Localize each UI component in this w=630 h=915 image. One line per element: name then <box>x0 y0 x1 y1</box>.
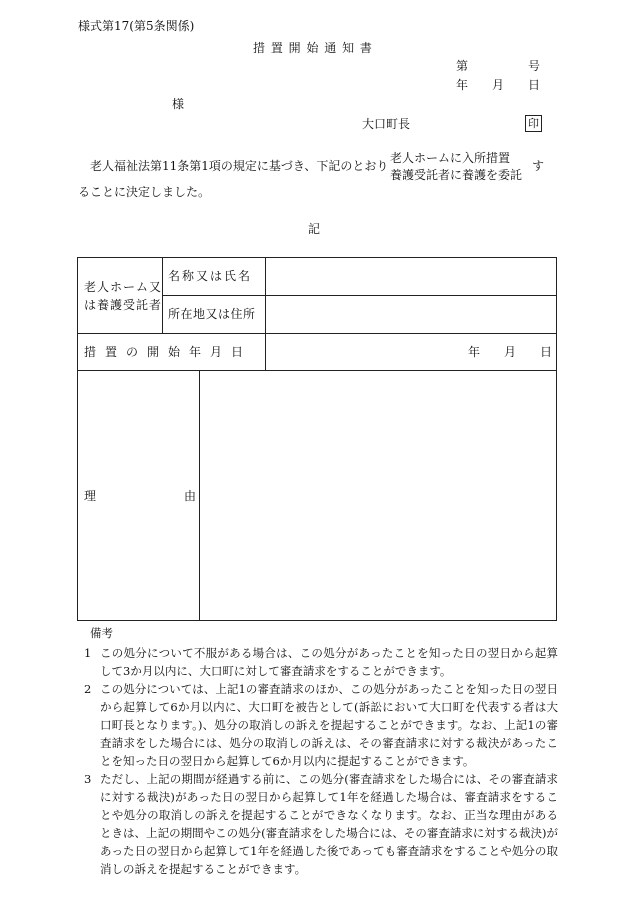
note-number: 2 <box>84 682 92 696</box>
notes-section <box>78 624 558 878</box>
note-item <box>78 644 558 680</box>
form-id: 様式第17(第5条関係) <box>78 19 195 33</box>
note-item <box>78 680 558 770</box>
note-text: ただし、上記の期間が経過する前に、この処分(審査請求をした場合には、その審査請求に対する裁決)があった日の翌日から起算して1年を経過した場合は、審査請求をすることや処分の取消しの訴えを提起することができなくなります。なお、正当な理由があるときは、上記の期間やこの処分(審査請求をした場合には、その審査請求に対する裁決)があった日の翌日から起算して1年を経過した後であっても審査請求をすることや処分の取消しの訴えを提起することができます。 <box>100 772 558 876</box>
start-day-label: 日 <box>540 345 553 359</box>
note-number: 1 <box>84 646 92 660</box>
body-choice-1: 老人ホームに入所措置 <box>390 151 511 165</box>
notes-title: 備考 <box>90 626 113 640</box>
body-line-1: 老人福祉法第11条第1項の規定に基づき、下記のとおり <box>90 159 389 173</box>
table-divider <box>77 333 557 334</box>
table-divider <box>77 370 557 371</box>
table-divider <box>265 257 266 370</box>
ki-label: 記 <box>308 222 321 236</box>
date-year-label: 年 <box>456 78 469 92</box>
addressee-sama: 様 <box>172 97 185 111</box>
name-label: 名称又は氏名 <box>168 269 253 283</box>
date-day-label: 日 <box>528 78 541 92</box>
note-number: 3 <box>84 772 92 786</box>
note-text: この処分については、上記1の審査請求のほか、この処分があったことを知った日の翌日から起算して6か月以内に、大口町を被告として(訴訟において大口町を代表する者は大口町長となります。)、処分の取消しの訴えを提起することができます。なお、上記1の審査請求をした場合には、処分の取消しの訴えは、その審査請求に対する裁決があったことを知った日の翌日から起算して6か月以内に提起することができます。 <box>100 682 558 768</box>
address-label: 所在地又は住所 <box>168 307 256 321</box>
note-text: この処分について不服がある場合は、この処分があったことを知った日の翌日から起算して3か月以内に、大口町に対して審査請求をすることができます。 <box>100 646 558 678</box>
table-divider <box>199 370 200 621</box>
reason-label-yu: 由 <box>184 489 197 503</box>
note-item <box>78 770 558 878</box>
start-date-label: 措置の開始年月日 <box>84 345 253 359</box>
start-month-label: 月 <box>504 345 517 359</box>
body-choice-2: 養護受託者に養護を委託 <box>390 168 523 182</box>
seal-mark: 印 <box>525 115 542 132</box>
table-divider <box>162 295 557 296</box>
number-label-go: 号 <box>528 59 541 73</box>
number-label-dai: 第 <box>456 59 469 73</box>
reason-label-ri: 理 <box>84 489 97 503</box>
start-year-label: 年 <box>468 345 481 359</box>
issuer-name: 大口町長 <box>362 117 411 131</box>
body-line-2: ることに決定しました。 <box>78 185 211 199</box>
body-su: す <box>532 159 545 173</box>
group-label: 老人ホーム又は養護受託者 <box>84 280 163 312</box>
date-month-label: 月 <box>492 78 505 92</box>
page-title: 措 置 開 始 通 知 書 <box>253 41 373 55</box>
